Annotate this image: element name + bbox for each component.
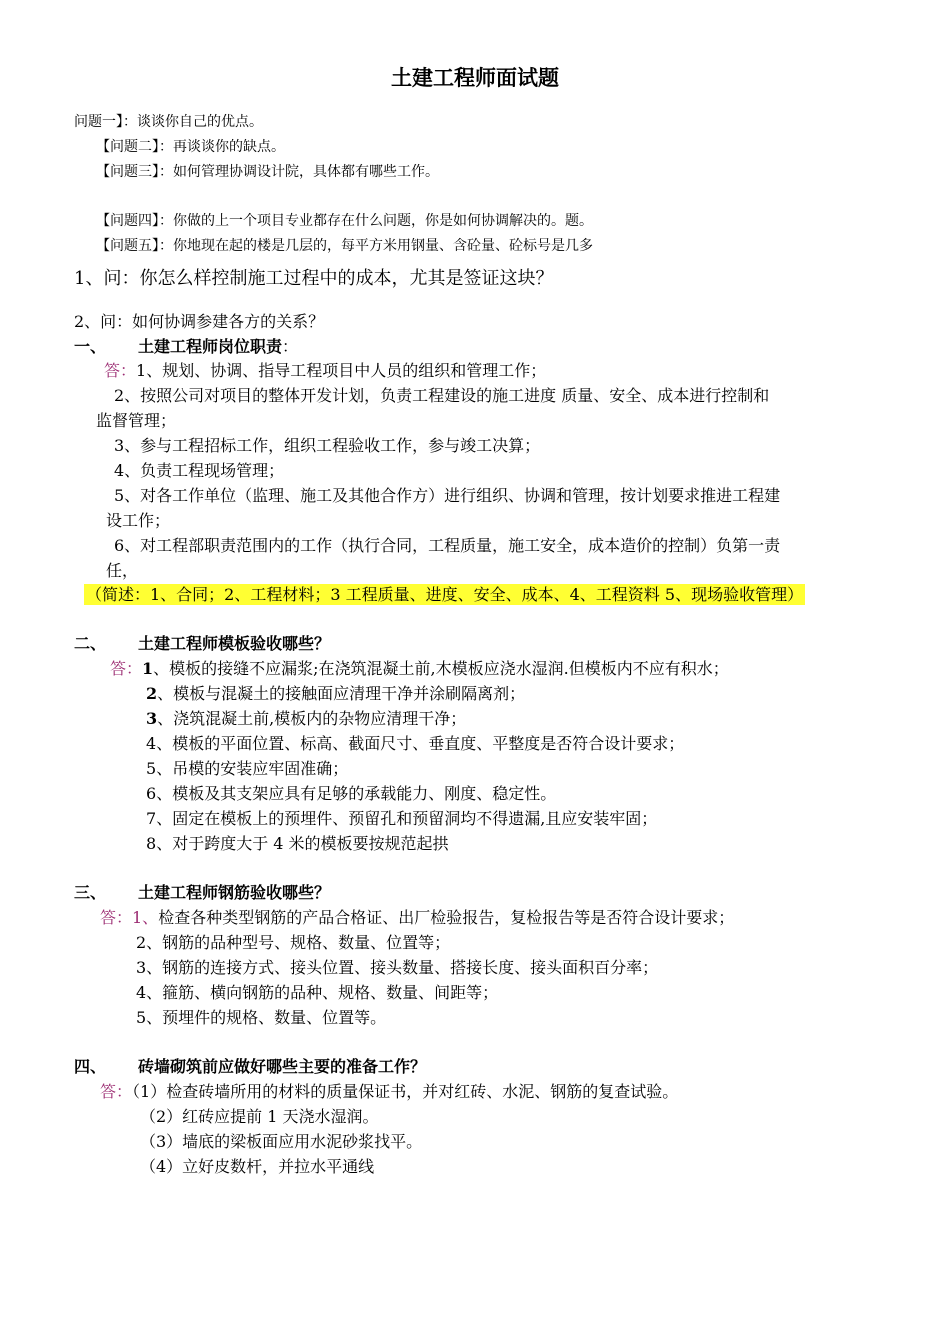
section-2-item-4 [146, 734, 684, 753]
question-2 [96, 139, 285, 156]
item-number: 5 [146, 759, 157, 778]
section-3-line-1 [100, 908, 734, 927]
page-title: 土建工程师面试题 [391, 66, 559, 90]
section-2-number: 二、 [74, 634, 107, 653]
section-2-item-8 [146, 834, 449, 853]
section-2-item-7 [146, 809, 657, 828]
item-text: 、固定在模板上的预埋件、预留孔和预留洞均不得遗漏,且应安装牢固； [156, 809, 658, 828]
section-1-colon: ： [282, 337, 299, 356]
section-1-number: 一、 [74, 337, 107, 356]
section-3-line-5: 5、预埋件的规格、数量、位置等。 [136, 1008, 387, 1027]
section-2-title: 土建工程师模板验收哪些？ [138, 634, 331, 653]
section-1-title: 土建工程师岗位职责 [138, 337, 283, 356]
answer-label: 答： [100, 1082, 133, 1101]
item-number: 6 [146, 784, 157, 803]
check-text: 检查各种类型钢筋的产品合格证、出厂检验报告，复检报告等是否符合设计要求； [158, 908, 735, 927]
item-number: 3 [146, 709, 158, 728]
item-text: 、模板与混凝土的接触面应清理干净并涂刷隔离剂； [157, 684, 526, 703]
question-5 [96, 238, 593, 255]
section-1-line-8: 6、对工程部职责范围内的工作（执行合同，工程质量，施工安全，成本造价的控制）负第一责 [114, 536, 781, 555]
section-3-line-3: 3、钢筋的连接方式、接头位置、接头数量、搭接长度、接头面积百分率； [136, 958, 659, 977]
section-2-item-1 [110, 659, 729, 678]
question-1 [74, 114, 263, 131]
item-text: 、模板的接缝不应漏浆;在浇筑混凝土前,木模板应浇水湿润.但模板内不应有积水； [153, 659, 729, 678]
section-3-number: 三、 [74, 883, 107, 902]
section-4-title: 砖墙砌筑前应做好哪些主要的准备工作？ [138, 1057, 427, 1076]
question-cost-control: 1、问：你怎么样控制施工过程中的成本，尤其是签证这块？ [74, 268, 554, 289]
section-4-line-2: （2）红砖应提前 1 天浇水湿润。 [140, 1107, 379, 1126]
question-5-text: ：你地现在起的楼是几层的，每平方米用钢量、含砼量、砼标号是几多 [159, 238, 593, 254]
section-4-line-3: （3）墙底的梁板面应用水泥砂浆找平。 [140, 1132, 423, 1151]
section-2-item-6 [146, 784, 556, 803]
section-3-title: 土建工程师钢筋验收哪些？ [138, 883, 331, 902]
answer-label: 答： [104, 361, 137, 380]
question-1-text: ：谈谈你自己的优点。 [123, 114, 263, 130]
section-1-line-4: 3、参与工程招标工作，组织工程验收工作，参与竣工决算； [114, 436, 541, 455]
section-3-line-2: 2、钢筋的品种型号、规格、数量、位置等； [136, 933, 451, 952]
section-2-item-2 [146, 684, 525, 703]
section-3-heading [74, 883, 330, 902]
item-number: 8 [146, 834, 157, 853]
section-2-item-5 [146, 759, 348, 778]
section-4-number: 四、 [74, 1057, 107, 1076]
section-1-line-2: 2、按照公司对项目的整体开发计划，负责工程建设的施工进度 质量、安全、成本进行控制和 [114, 386, 770, 405]
section-3-line-4: 4、箍筋、横向钢筋的品种、规格、数量、间距等； [136, 983, 499, 1002]
section-1-line-6: 5、对各工作单位（监理、施工及其他合作方）进行组织、协调和管理，按计划要求推进工程建 [114, 486, 781, 505]
section-2-heading [74, 634, 330, 653]
item-number: 4 [146, 734, 157, 753]
item-text: 、浇筑混凝土前,模板内的杂物应清理干净； [157, 709, 467, 728]
item-text: 、吊模的安装应牢固准确； [156, 759, 349, 778]
question-3 [96, 164, 439, 181]
section-1-summary [84, 585, 805, 604]
question-coordination: 2、问：如何协调参建各方的关系？ [74, 312, 325, 331]
answer-label: 答：1、 [100, 908, 159, 927]
question-2-text: ：再谈谈你的缺点。 [159, 139, 285, 155]
question-4-prefix: 【问题四】 [96, 213, 159, 229]
section-1-heading [74, 337, 298, 356]
item-number: 7 [146, 809, 157, 828]
section-1-line-3: 监督管理； [96, 411, 177, 430]
item-number: 2 [146, 684, 158, 703]
question-2-prefix: 【问题二】 [96, 139, 159, 155]
question-4-text: ：你做的上一个项目专业都存在什么问题，你是如何协调解决的。题。 [159, 213, 593, 229]
question-3-prefix: 【问题三】 [96, 164, 159, 180]
section-4-line-4: （4）立好皮数杆，并拉水平通线 [140, 1157, 375, 1176]
item-number: 1 [142, 659, 154, 678]
question-1-prefix: 问题一】 [74, 114, 123, 130]
section-4-line-1 [100, 1082, 678, 1101]
question-5-prefix: 【问题五】 [96, 238, 159, 254]
prep-text: （1）检查砖墙所用的材料的质量保证书，并对红砖、水泥、钢筋的复查试验。 [132, 1082, 679, 1101]
section-1-line-7: 设工作； [106, 511, 171, 530]
summary-highlight: （简述：1、合同；2、工程材料；3 工程质量、进度、安全、成本、4、工程资料 5、现场验收管理） [86, 585, 804, 604]
item-text: 、模板及其支架应具有足够的承载能力、刚度、稳定性。 [156, 784, 557, 803]
section-1-line-9: 任， [106, 561, 139, 580]
section-1-line-1 [104, 361, 546, 380]
section-4-heading [74, 1057, 426, 1076]
item-text: 、模板的平面位置、标高、截面尺寸、垂直度、平整度是否符合设计要求； [156, 734, 685, 753]
question-4 [96, 213, 593, 230]
item-text: 、对于跨度大于 4 米的模板要按规范起拱 [156, 834, 449, 853]
answer-label: 答： [110, 659, 143, 678]
question-3-text: ：如何管理协调设计院，具体都有哪些工作。 [159, 164, 439, 180]
duty-text: 1、规划、协调、指导工程项目中人员的组织和管理工作； [136, 361, 547, 380]
section-2-item-3 [146, 709, 466, 728]
section-1-line-5: 4、负责工程现场管理； [114, 461, 285, 480]
